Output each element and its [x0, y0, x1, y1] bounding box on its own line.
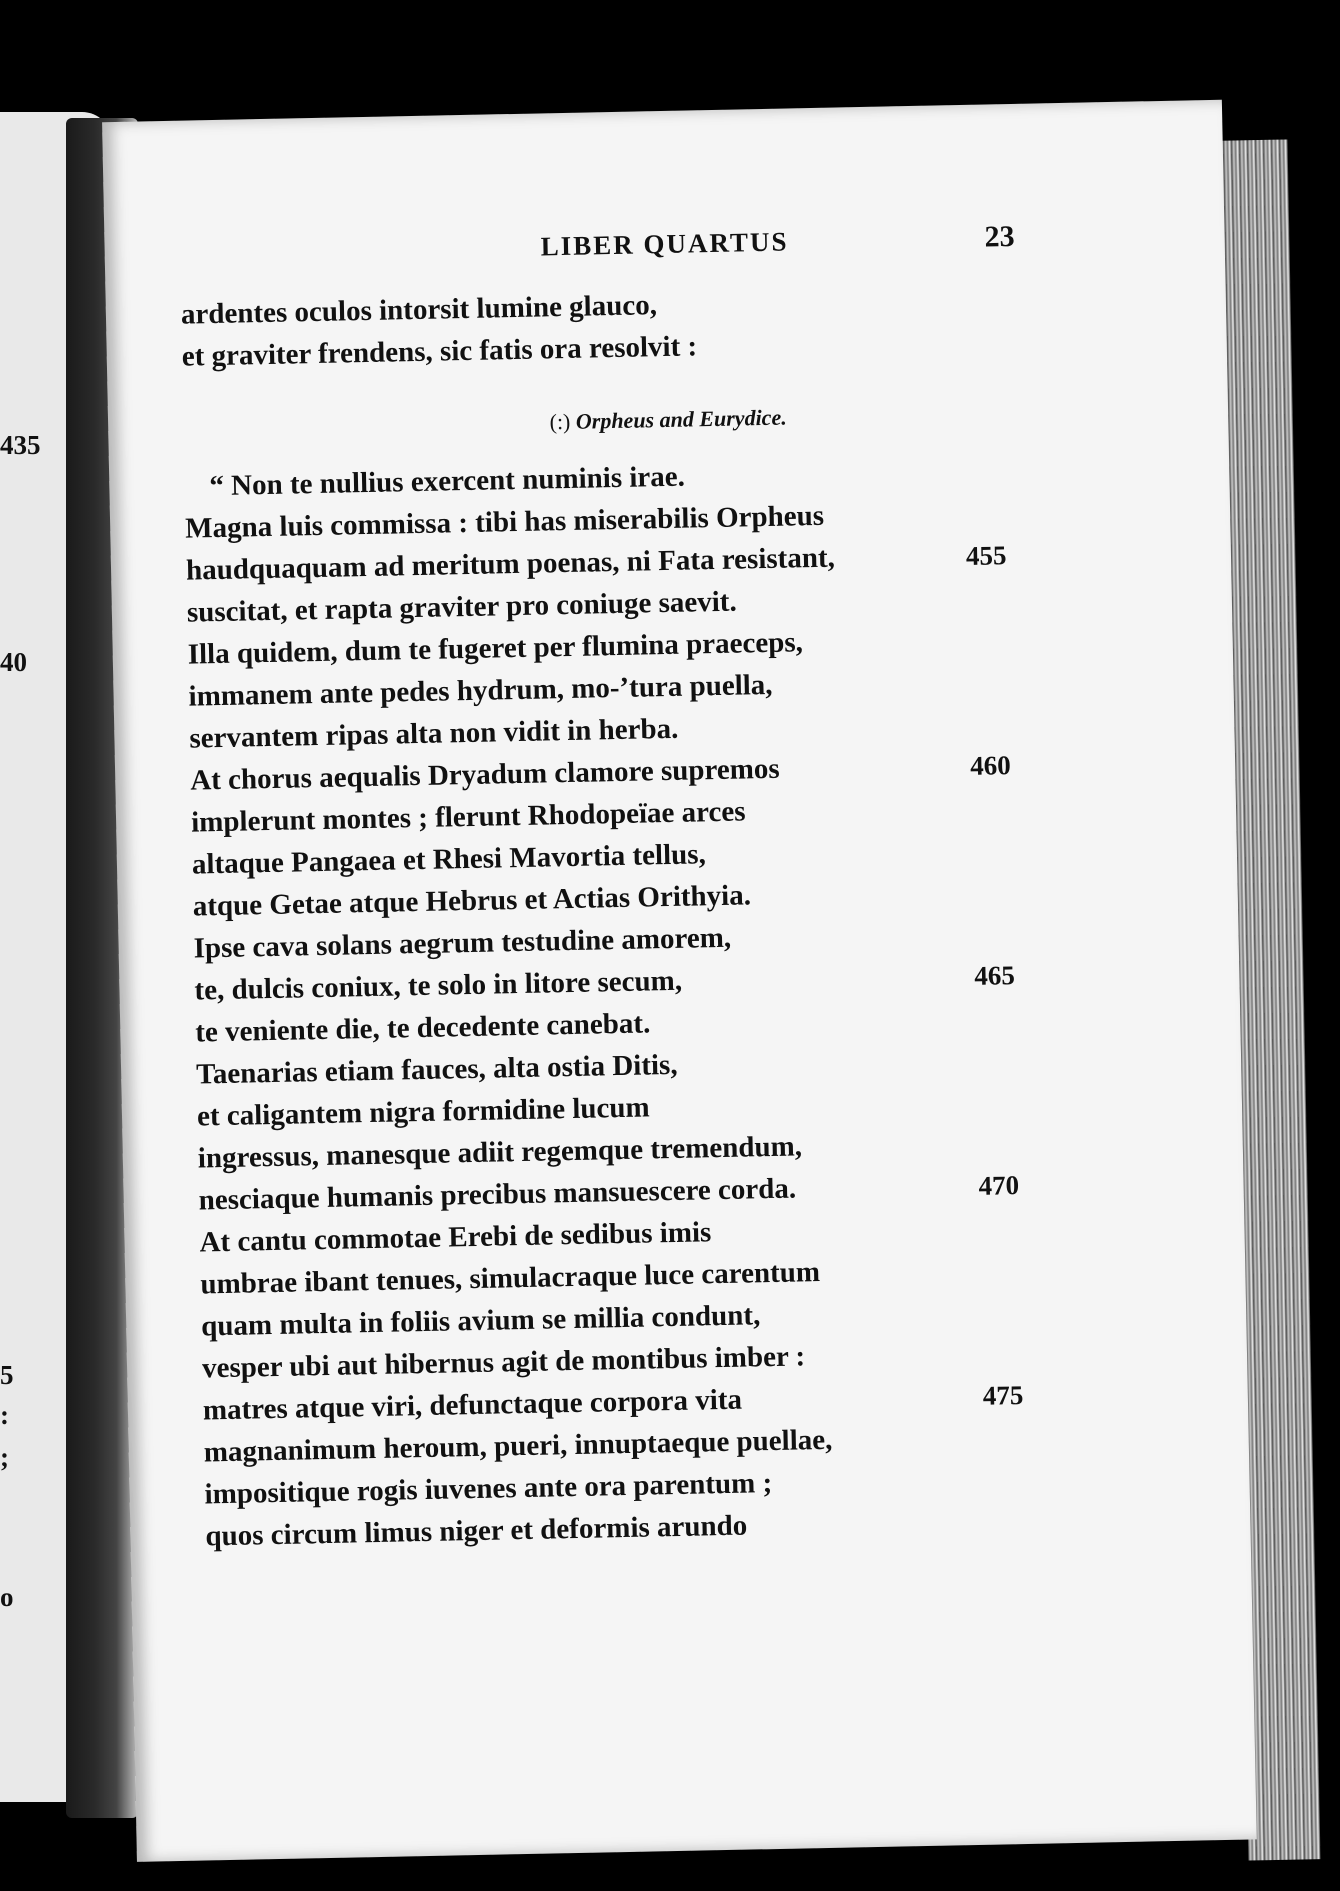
verse-line: et graviter frendens, sic fatis ora resolvit :	[181, 330, 698, 373]
verse-line: ingressus, manesque adiit regemque tremendum,	[197, 1130, 803, 1175]
verse-line: nesciaque humanis precibus mansuescere corda.	[198, 1172, 797, 1217]
left-margin-number: 40	[0, 647, 27, 677]
line-number: 465	[974, 960, 1016, 991]
verse-line: suscitat, et rapta graviter pro coniuge saevit.	[186, 585, 737, 629]
left-margin-number: 5	[0, 1360, 14, 1390]
verse-line: implerunt montes ; flerunt Rhodopeïae arces	[190, 795, 746, 839]
line-number: 470	[978, 1170, 1020, 1201]
left-margin-number: o	[0, 1582, 14, 1612]
verse-line: haudquaquam ad meritum poenas, ni Fata resistant,	[185, 541, 836, 587]
left-margin-number: 435	[0, 430, 41, 460]
verse-line: servantem ripas alta non vidit in herba.	[189, 712, 679, 755]
section-title: Orpheus and Eurydice.	[575, 404, 787, 434]
verse-line: umbrae ibant tenues, simulacraque luce carentum	[200, 1256, 821, 1301]
book-page	[102, 100, 1257, 1862]
left-margin-number: :	[0, 1400, 9, 1430]
line-number: 475	[982, 1379, 1024, 1411]
verse-line: te, dulcis coniux, te solo in litore secum,	[194, 964, 683, 1007]
verse-line: At chorus aequalis Dryadum clamore supremos	[189, 752, 780, 797]
verse-line: magnanimum heroum, pueri, innuptaeque puellae,	[203, 1423, 833, 1469]
verse-line: “ Non te nullius exercent numinis irae.	[209, 460, 686, 503]
verse-line: vesper ubi aut hibernus agit de montibus imber :	[201, 1340, 806, 1385]
verse-line: te veniente die, te decedente canebat.	[195, 1007, 651, 1049]
section-heading	[108, 396, 1228, 444]
verse-line: altaque Pangaea et Rhesi Mavortia tellus,	[191, 838, 707, 881]
verse-line: ardentes oculos intorsit lumine glauco,	[180, 289, 658, 331]
verse-line: matres atque viri, defunctaque corpora vita	[202, 1383, 743, 1427]
line-number: 460	[969, 750, 1011, 781]
verse-line: Magna luis commissa : tibi has miserabilis Orpheus	[184, 499, 825, 545]
section-marker: (:)	[549, 408, 571, 435]
line-number: 455	[965, 540, 1007, 571]
running-head: LIBER QUARTUS	[540, 226, 789, 262]
verse-line: At cantu commotae Erebi de sedibus imis	[199, 1216, 712, 1259]
verse-line: Illa quidem, dum te fugeret per flumina praeceps,	[187, 626, 804, 671]
verse-line: impositique rogis iuvenes ante ora parentum ;	[204, 1467, 773, 1511]
verse-line: Taenarias etiam fauces, alta ostia Ditis,	[195, 1048, 678, 1091]
verse-line: Ipse cava solans aegrum testudine amorem,	[193, 921, 732, 965]
left-margin-number: ;	[0, 1442, 9, 1472]
page-number: 23	[984, 219, 1015, 254]
verse-line: atque Getae atque Hebrus et Actias Orithyia.	[192, 879, 752, 923]
verse-line: quos circum limus niger et deformis arundo	[205, 1509, 748, 1553]
verse-line: et caligantem nigra formidine lucum	[196, 1091, 650, 1133]
verse-line: quam multa in foliis avium se millia condunt,	[200, 1299, 761, 1343]
verse-line: immanem ante pedes hydrum, mo-’tura puella,	[188, 668, 773, 713]
